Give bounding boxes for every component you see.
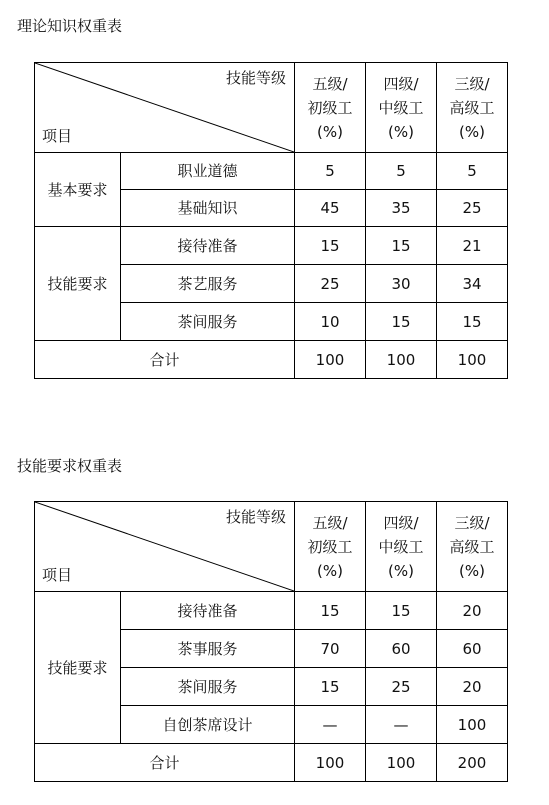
value-cell: 15 bbox=[295, 227, 366, 265]
value-cell: 15 bbox=[295, 592, 366, 630]
value-cell: 15 bbox=[295, 668, 366, 706]
item-cell: 接待准备 bbox=[121, 592, 295, 630]
level-line: 五级/ bbox=[312, 513, 348, 532]
level-line: (%) bbox=[317, 122, 343, 141]
total-value: 100 bbox=[295, 744, 366, 782]
item-cell: 职业道德 bbox=[121, 153, 295, 190]
group-cell: 技能要求 bbox=[35, 592, 121, 744]
total-row bbox=[35, 744, 508, 782]
level-line: (%) bbox=[388, 561, 414, 580]
level-header-5 bbox=[295, 502, 366, 592]
item-cell: 茶艺服务 bbox=[121, 265, 295, 303]
table-row bbox=[35, 592, 508, 630]
total-value: 200 bbox=[437, 744, 508, 782]
value-cell: — bbox=[295, 706, 366, 744]
table-2-title: 技能要求权重表 bbox=[17, 457, 123, 475]
value-cell: 70 bbox=[295, 630, 366, 668]
header-skill-level: 技能等级 bbox=[225, 508, 286, 526]
header-item: 项目 bbox=[42, 566, 73, 584]
level-line: 五级/ bbox=[312, 74, 348, 93]
value-cell: 45 bbox=[295, 190, 366, 227]
total-value: 100 bbox=[437, 341, 508, 379]
level-header-3 bbox=[437, 502, 508, 592]
value-cell: 5 bbox=[437, 153, 508, 190]
level-header-4 bbox=[366, 502, 437, 592]
header-item: 项目 bbox=[42, 127, 73, 145]
value-cell: 25 bbox=[366, 668, 437, 706]
level-line: (%) bbox=[317, 561, 343, 580]
value-cell: 15 bbox=[366, 227, 437, 265]
value-cell: 35 bbox=[366, 190, 437, 227]
level-line: 初级工 bbox=[307, 98, 353, 117]
level-line: (%) bbox=[459, 122, 485, 141]
level-line: 初级工 bbox=[307, 537, 353, 556]
table-row bbox=[35, 227, 508, 265]
value-cell: 15 bbox=[366, 303, 437, 341]
value-cell: 25 bbox=[295, 265, 366, 303]
level-line: 中级工 bbox=[378, 98, 424, 117]
skill-weight-table bbox=[34, 501, 508, 782]
level-line: 高级工 bbox=[449, 537, 495, 556]
item-cell: 茶间服务 bbox=[121, 303, 295, 341]
header-skill-level: 技能等级 bbox=[225, 69, 286, 87]
item-cell: 自创茶席设计 bbox=[121, 706, 295, 744]
value-cell: 10 bbox=[295, 303, 366, 341]
table-header-row bbox=[35, 502, 508, 592]
level-header-3 bbox=[437, 63, 508, 153]
level-line: (%) bbox=[459, 561, 485, 580]
table-1-title: 理论知识权重表 bbox=[17, 17, 123, 35]
group-cell: 技能要求 bbox=[35, 227, 121, 341]
level-line: 三级/ bbox=[454, 513, 490, 532]
level-line: 四级/ bbox=[383, 74, 419, 93]
value-cell: 21 bbox=[437, 227, 508, 265]
total-label: 合计 bbox=[35, 341, 295, 379]
value-cell: 34 bbox=[437, 265, 508, 303]
level-line: 中级工 bbox=[378, 537, 424, 556]
value-cell: 25 bbox=[437, 190, 508, 227]
theory-weight-table bbox=[34, 62, 508, 379]
table-row bbox=[35, 153, 508, 190]
total-label: 合计 bbox=[35, 744, 295, 782]
item-cell: 茶事服务 bbox=[121, 630, 295, 668]
value-cell: 100 bbox=[437, 706, 508, 744]
value-cell: 5 bbox=[366, 153, 437, 190]
value-cell: 15 bbox=[366, 592, 437, 630]
value-cell: 30 bbox=[366, 265, 437, 303]
item-cell: 接待准备 bbox=[121, 227, 295, 265]
value-cell: 60 bbox=[366, 630, 437, 668]
group-cell: 基本要求 bbox=[35, 153, 121, 227]
level-header-4 bbox=[366, 63, 437, 153]
item-cell: 茶间服务 bbox=[121, 668, 295, 706]
level-line: 三级/ bbox=[454, 74, 490, 93]
value-cell: 60 bbox=[437, 630, 508, 668]
item-cell: 基础知识 bbox=[121, 190, 295, 227]
table-header-row bbox=[35, 63, 508, 153]
level-line: 四级/ bbox=[383, 513, 419, 532]
level-line: 高级工 bbox=[449, 98, 495, 117]
value-cell: 5 bbox=[295, 153, 366, 190]
value-cell: 20 bbox=[437, 668, 508, 706]
diagonal-header-cell bbox=[35, 63, 295, 153]
diagonal-header-cell bbox=[35, 502, 295, 592]
total-value: 100 bbox=[366, 341, 437, 379]
total-value: 100 bbox=[366, 744, 437, 782]
total-row bbox=[35, 341, 508, 379]
level-line: (%) bbox=[388, 122, 414, 141]
value-cell: 15 bbox=[437, 303, 508, 341]
total-value: 100 bbox=[295, 341, 366, 379]
value-cell: — bbox=[366, 706, 437, 744]
level-header-5 bbox=[295, 63, 366, 153]
value-cell: 20 bbox=[437, 592, 508, 630]
